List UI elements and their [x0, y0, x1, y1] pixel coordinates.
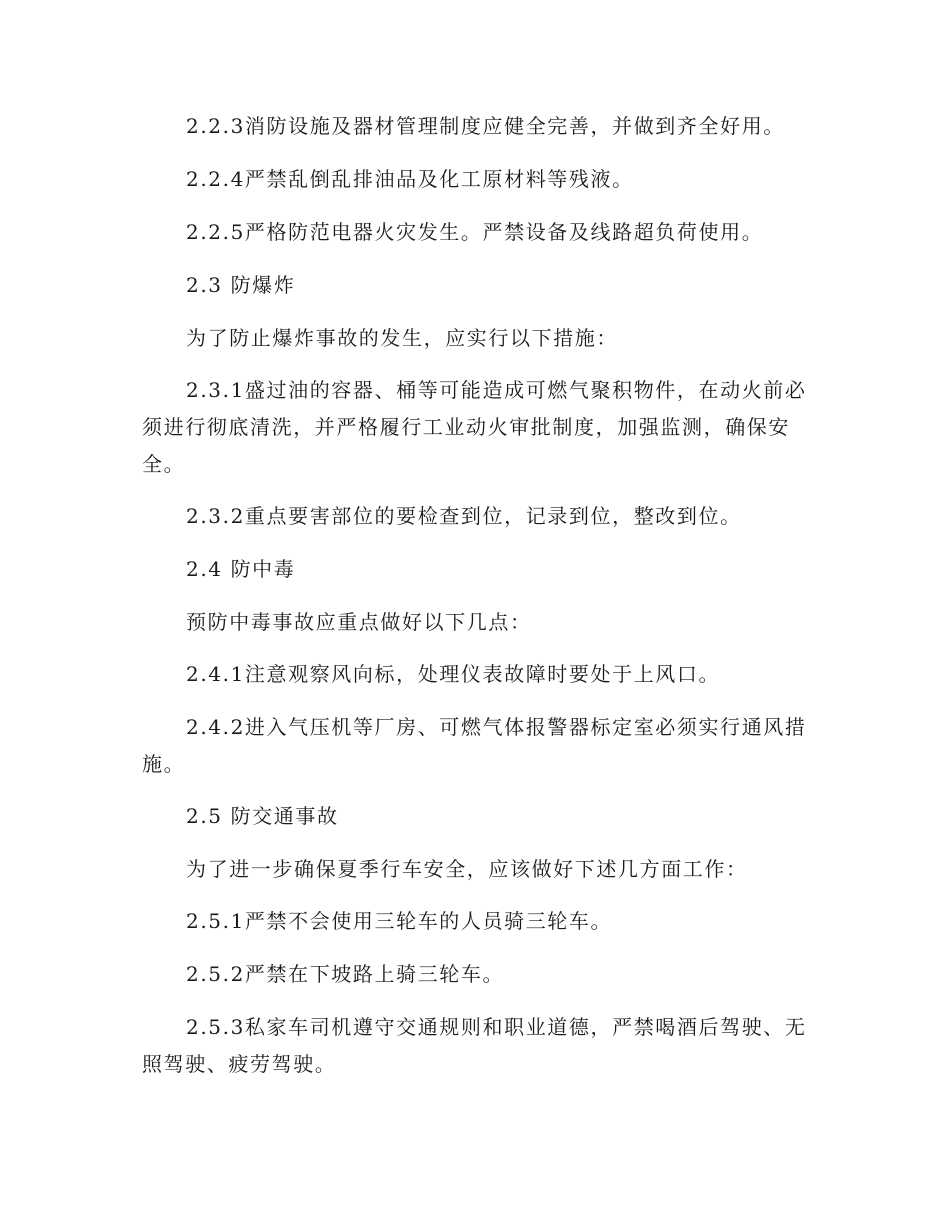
paragraph-2-3-1: 2.3.1盛过油的容器、桶等可能造成可燃气聚积物件，在动火前必须进行彻底清洗，并严格履行工业动火审批制度，加强监测，确保安全。	[142, 378, 807, 476]
paragraph-2-3-intro: 为了防止爆炸事故的发生，应实行以下措施：	[186, 326, 618, 350]
section-heading-2-3: 2.3 防爆炸	[186, 273, 296, 297]
paragraph-2-3-2: 2.3.2重点要害部位的要检查到位，记录到位，整改到位。	[186, 504, 742, 528]
paragraph-2-4-1: 2.4.1注意观察风向标，处理仪表故障时要处于上风口。	[186, 662, 721, 686]
paragraph-2-4-2: 2.4.2进入气压机等厂房、可燃气体报警器标定室必须实行通风措施。	[142, 715, 807, 776]
section-heading-2-5: 2.5 防交通事故	[186, 804, 339, 828]
paragraph-2-4-intro: 预防中毒事故应重点做好以下几点：	[186, 610, 532, 634]
paragraph-2-2-5: 2.2.5严格防范电器火灾发生。严禁设备及线路超负荷使用。	[186, 220, 764, 244]
paragraph-2-5-intro: 为了进一步确保夏季行车安全，应该做好下述几方面工作：	[186, 857, 748, 881]
paragraph-2-2-4: 2.2.4严禁乱倒乱排油品及化工原材料等残液。	[186, 167, 634, 191]
paragraph-2-5-3: 2.5.3私家车司机遵守交通规则和职业道德，严禁喝酒后驾驶、无照驾驶、疲劳驾驶。	[142, 1015, 807, 1076]
paragraph-2-2-3: 2.2.3消防设施及器材管理制度应健全完善，并做到齐全好用。	[186, 114, 785, 138]
paragraph-2-5-1: 2.5.1严禁不会使用三轮车的人员骑三轮车。	[186, 909, 613, 933]
paragraph-2-5-2: 2.5.2严禁在下坡路上骑三轮车。	[186, 962, 505, 986]
section-heading-2-4: 2.4 防中毒	[186, 557, 296, 581]
